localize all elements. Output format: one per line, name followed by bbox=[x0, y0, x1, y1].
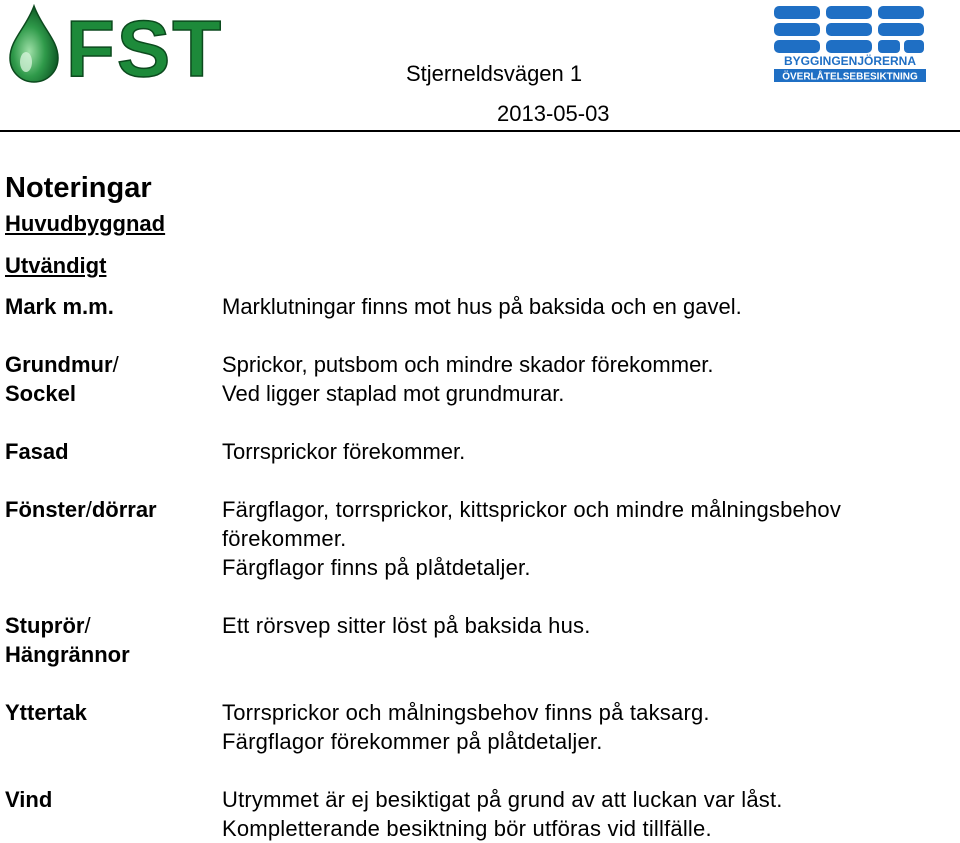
label-fonster bbox=[5, 495, 157, 524]
note-line: Sprickor, putsbom och mindre skador förekommer. bbox=[222, 352, 714, 377]
note-line: Färgflagor, torrsprickor, kittsprickor och mindre målningsbehov bbox=[222, 497, 842, 522]
label-slash: / bbox=[84, 613, 91, 638]
sbr-logo bbox=[774, 4, 926, 84]
label-vind: Vind bbox=[5, 787, 53, 812]
label-grundmur-part2: Sockel bbox=[5, 381, 76, 406]
label-slash: / bbox=[112, 352, 119, 377]
note-grundmur bbox=[222, 350, 714, 408]
note-fasad: Torrsprickor förekommer. bbox=[222, 439, 466, 464]
label-fonster-part1: Fönster bbox=[5, 497, 86, 522]
note-mark: Marklutningar finns mot hus på baksida och en gavel. bbox=[222, 294, 742, 319]
fst-logo bbox=[6, 4, 274, 84]
note-vind bbox=[222, 785, 783, 843]
note-line: Färgflagor finns på plåtdetaljer. bbox=[222, 555, 531, 580]
page-title: Noteringar bbox=[5, 172, 152, 204]
note-line: Ved ligger staplad mot grundmurar. bbox=[222, 381, 565, 406]
label-stupror-part1: Stuprör bbox=[5, 613, 85, 638]
report-date: 2013-05-03 bbox=[497, 101, 610, 126]
drop-icon bbox=[10, 6, 58, 82]
address: Stjerneldsvägen 1 bbox=[406, 61, 583, 86]
note-line: Utrymmet är ej besiktigat på grund av att luckan var låst. bbox=[222, 787, 783, 812]
note-yttertak bbox=[222, 698, 710, 756]
label-stupror-part2: Hängrännor bbox=[5, 642, 130, 667]
note-fonster bbox=[222, 495, 841, 582]
note-line: Färgflagor förekommer på plåtdetaljer. bbox=[222, 729, 603, 754]
section-heading-building: Huvudbyggnad bbox=[5, 211, 166, 236]
note-stupror: Ett rörsvep sitter löst på baksida hus. bbox=[222, 613, 591, 638]
section-heading-exterior: Utvändigt bbox=[5, 253, 107, 278]
label-mark: Mark m.m. bbox=[5, 294, 114, 319]
label-grundmur-part1: Grundmur bbox=[5, 352, 113, 377]
label-yttertak: Yttertak bbox=[5, 700, 87, 725]
fst-logo-text: FST bbox=[66, 4, 224, 84]
label-stupror bbox=[5, 611, 130, 669]
header-divider bbox=[0, 130, 960, 132]
sbr-logo-line1: BYGGINGENJÖRERNA bbox=[783, 54, 917, 68]
label-fasad: Fasad bbox=[5, 439, 69, 464]
label-grundmur bbox=[5, 350, 119, 408]
sbr-logo-line2: ÖVERLÅTELSEBESIKTNING bbox=[782, 71, 918, 83]
label-slash: / bbox=[85, 497, 92, 522]
note-line: förekommer. bbox=[222, 526, 347, 551]
note-line: Kompletterande besiktning bör utföras vid tillfälle. bbox=[222, 816, 712, 841]
label-fonster-part2: dörrar bbox=[91, 497, 157, 522]
note-line: Torrsprickor och målningsbehov finns på taksarg. bbox=[222, 700, 710, 725]
